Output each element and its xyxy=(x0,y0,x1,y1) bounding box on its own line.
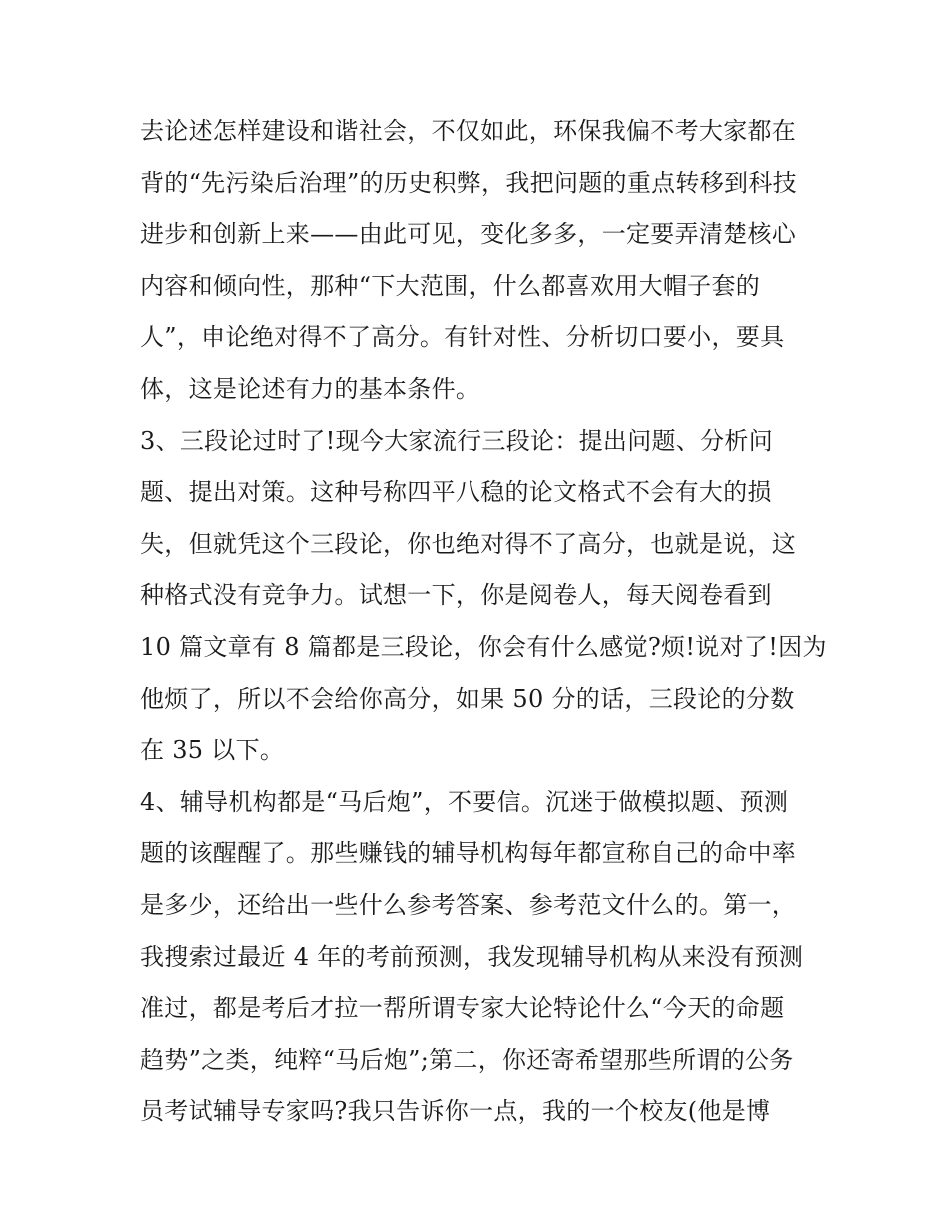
text-line: 进步和创新上来——由此可见，变化多多，一定要弄清楚核心 xyxy=(140,220,797,249)
body-text xyxy=(140,106,827,1138)
text-line: 是多少，还给出一些什么参考答案、参考范文什么的。第一， xyxy=(140,890,797,919)
text-line: 趋势”之类，纯粹“马后炮”;第二，你还寄希望那些所谓的公务 xyxy=(140,1045,794,1074)
text-line: 背的“先污染后治理”的历史积弊，我把问题的重点转移到科技 xyxy=(140,168,797,197)
text-line: 体，这是论述有力的基本条件。 xyxy=(140,374,481,403)
text-line: 题、提出对策。这种号称四平八稳的论文格式不会有大的损 xyxy=(140,478,772,507)
text-line: 3、三段论过时了!现今大家流行三段论：提出问题、分析问 xyxy=(140,426,774,455)
text-line: 失，但就凭这个三段论，你也绝对得不了高分，也就是说，这 xyxy=(140,529,797,558)
text-line: 他烦了，所以不会给你高分，如果 50 分的话，三段论的分数 xyxy=(140,684,795,713)
text-line: 我搜索过最近 4 年的考前预测，我发现辅导机构从来没有预测 xyxy=(140,942,804,971)
text-line: 内容和倾向性，那种“下大范围，什么都喜欢用大帽子套的 xyxy=(140,271,761,300)
text-line: 4、辅导机构都是“马后炮”，不要信。沉迷于做模拟题、预测 xyxy=(140,787,789,816)
text-line: 在 35 以下。 xyxy=(140,736,285,765)
text-line: 人”，申论绝对得不了高分。有针对性、分析切口要小，要具 xyxy=(140,323,785,352)
text-line: 去论述怎样建设和谐社会，不仅如此，环保我偏不考大家都在 xyxy=(140,117,797,145)
text-line: 准过，都是考后才拉一帮所谓专家大论特论什么“今天的命题 xyxy=(140,994,785,1023)
text-line: 10 篇文章有 8 篇都是三段论，你会有什么感觉?烦!说对了!因为 xyxy=(140,632,827,661)
text-line: 题的该醒醒了。那些赚钱的辅导机构每年都宣称自己的命中率 xyxy=(140,839,797,868)
text-line: 种格式没有竞争力。试想一下，你是阅卷人，每天阅卷看到 xyxy=(140,581,772,610)
text-line: 员考试辅导专家吗?我只告诉你一点，我的一个校友(他是博 xyxy=(140,1097,771,1126)
